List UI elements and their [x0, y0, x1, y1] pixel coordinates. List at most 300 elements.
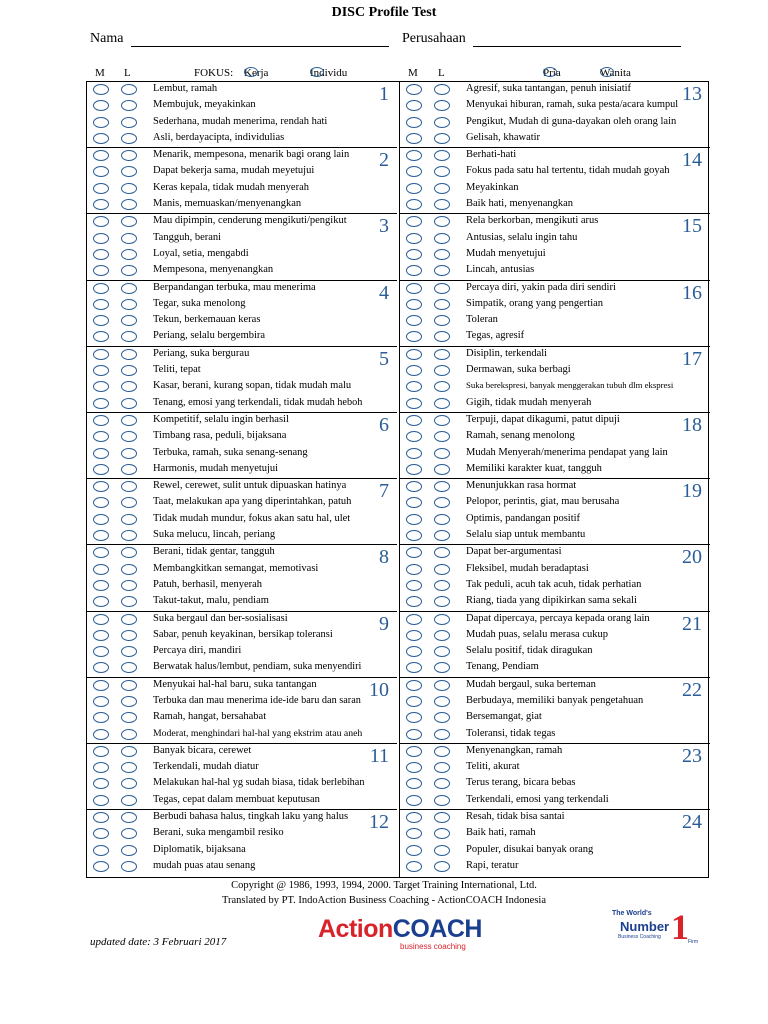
header-m: M [95, 67, 105, 79]
answer-row [87, 446, 397, 462]
answer-text: Suka berekspresi, banyak menggerakan tubuh dlm ekspresi [466, 380, 674, 391]
least-radio[interactable] [434, 183, 450, 194]
least-radio[interactable] [121, 547, 137, 558]
least-radio[interactable] [434, 712, 450, 723]
most-radio[interactable] [406, 497, 422, 508]
most-radio[interactable] [93, 431, 109, 442]
most-radio[interactable] [93, 662, 109, 673]
least-radio[interactable] [121, 216, 137, 227]
most-radio[interactable] [406, 349, 422, 360]
most-radio[interactable] [406, 249, 422, 260]
most-radio[interactable] [406, 415, 422, 426]
nama-input-line[interactable] [131, 32, 389, 47]
least-radio[interactable] [434, 630, 450, 641]
most-radio[interactable] [93, 150, 109, 161]
least-radio[interactable] [121, 381, 137, 392]
least-radio[interactable] [121, 845, 137, 856]
most-radio[interactable] [406, 630, 422, 641]
least-radio[interactable] [434, 481, 450, 492]
least-radio[interactable] [121, 249, 137, 260]
question-block [87, 744, 397, 810]
least-radio[interactable] [434, 762, 450, 773]
least-radio[interactable] [434, 464, 450, 475]
least-radio[interactable] [434, 514, 450, 525]
least-radio[interactable] [121, 299, 137, 310]
most-radio[interactable] [93, 778, 109, 789]
answer-text: Dapat ber-argumentasi [466, 546, 562, 558]
most-radio[interactable] [93, 265, 109, 276]
least-radio[interactable] [121, 398, 137, 409]
answer-row [87, 181, 397, 197]
block-number: 21 [682, 612, 702, 635]
answer-text: Terus terang, bicara bebas [466, 777, 576, 789]
most-radio[interactable] [93, 249, 109, 260]
most-radio[interactable] [406, 381, 422, 392]
most-radio[interactable] [406, 84, 422, 95]
answer-text: Melakukan hal-hal yg sudah biasa, tidak berlebihan [153, 777, 365, 789]
most-radio[interactable] [93, 514, 109, 525]
most-radio[interactable] [406, 448, 422, 459]
block-number: 12 [369, 811, 389, 834]
answer-text: Membujuk, meyakinkan [153, 99, 256, 111]
least-radio[interactable] [121, 233, 137, 244]
answer-text: Toleran [466, 314, 498, 326]
least-radio[interactable] [434, 315, 450, 326]
answer-text: Fleksibel, mudah beradaptasi [466, 562, 589, 574]
most-radio[interactable] [406, 547, 422, 558]
answer-row [87, 82, 397, 98]
least-radio[interactable] [434, 680, 450, 691]
most-radio[interactable] [93, 415, 109, 426]
answer-text: Patuh, berhasil, menyerah [153, 578, 263, 590]
least-radio[interactable] [121, 646, 137, 657]
most-radio[interactable] [93, 646, 109, 657]
answer-row [400, 793, 710, 809]
most-radio[interactable] [93, 762, 109, 773]
answer-text: Mau dipimpin, cenderung mengikuti/pengikut [153, 215, 347, 227]
least-radio[interactable] [121, 133, 137, 144]
least-radio[interactable] [434, 646, 450, 657]
block-number: 8 [379, 546, 389, 569]
block-number: 3 [379, 215, 389, 238]
most-radio[interactable] [406, 729, 422, 740]
answer-text: Simpatik, orang yang pengertian [466, 297, 604, 309]
most-radio[interactable] [406, 398, 422, 409]
most-radio[interactable] [93, 596, 109, 607]
least-radio[interactable] [434, 299, 450, 310]
answer-text: Berani, suka mengambil resiko [153, 827, 284, 839]
most-radio[interactable] [93, 84, 109, 95]
most-radio[interactable] [406, 299, 422, 310]
most-radio[interactable] [93, 712, 109, 723]
answer-text: Menyenangkan, ramah [466, 744, 563, 756]
block-number: 2 [379, 149, 389, 172]
most-radio[interactable] [406, 514, 422, 525]
answer-row [87, 479, 397, 495]
answer-text: Rewel, cerewet, sulit untuk dipuaskan hatinya [153, 480, 347, 492]
most-radio[interactable] [406, 233, 422, 244]
most-radio[interactable] [406, 646, 422, 657]
most-radio[interactable] [93, 614, 109, 625]
least-radio[interactable] [121, 431, 137, 442]
wanita-radio[interactable] [600, 67, 614, 77]
most-radio[interactable] [93, 464, 109, 475]
least-radio[interactable] [121, 712, 137, 723]
answer-text: Populer, disukai banyak orang [466, 843, 594, 855]
least-radio[interactable] [121, 199, 137, 210]
most-radio[interactable] [406, 530, 422, 541]
header-fokus: FOKUS: [194, 67, 234, 79]
answer-text: Harmonis, mudah menyetujui [153, 462, 279, 474]
least-radio[interactable] [121, 166, 137, 177]
least-radio[interactable] [434, 596, 450, 607]
pria-radio[interactable] [543, 67, 557, 77]
answer-row [87, 528, 397, 544]
question-block [400, 281, 710, 347]
least-radio[interactable] [434, 580, 450, 591]
most-radio[interactable] [406, 315, 422, 326]
most-radio[interactable] [93, 133, 109, 144]
most-radio[interactable] [406, 762, 422, 773]
most-radio[interactable] [406, 150, 422, 161]
most-radio[interactable] [93, 183, 109, 194]
least-radio[interactable] [121, 497, 137, 508]
answer-row [87, 313, 397, 329]
least-radio[interactable] [121, 349, 137, 360]
answer-row [87, 148, 397, 164]
least-radio[interactable] [434, 166, 450, 177]
answer-text: Berani, tidak gentar, tangguh [153, 546, 275, 558]
most-radio[interactable] [406, 680, 422, 691]
nama-label: Nama [90, 31, 124, 46]
most-radio[interactable] [93, 398, 109, 409]
least-radio[interactable] [434, 233, 450, 244]
most-radio[interactable] [406, 596, 422, 607]
answer-row [400, 710, 710, 726]
least-radio[interactable] [434, 84, 450, 95]
question-block [400, 810, 710, 876]
answer-text: Suka melucu, lincah, periang [153, 529, 276, 541]
block-number: 10 [369, 678, 389, 701]
answer-row [87, 545, 397, 561]
least-radio[interactable] [434, 249, 450, 260]
most-radio[interactable] [93, 216, 109, 227]
most-radio[interactable] [93, 696, 109, 707]
answer-row [400, 329, 710, 345]
answer-text: Optimis, pandangan positif [466, 512, 581, 524]
most-radio[interactable] [406, 365, 422, 376]
answer-row [87, 197, 397, 213]
question-block [400, 612, 710, 678]
most-radio[interactable] [93, 530, 109, 541]
most-radio[interactable] [93, 845, 109, 856]
most-radio[interactable] [93, 795, 109, 806]
most-radio[interactable] [406, 712, 422, 723]
most-radio[interactable] [406, 100, 422, 111]
least-radio[interactable] [434, 349, 450, 360]
answer-text: Baik hati, menyenangkan [466, 198, 574, 210]
least-radio[interactable] [434, 431, 450, 442]
least-radio[interactable] [434, 133, 450, 144]
most-radio[interactable] [93, 630, 109, 641]
answer-row [400, 479, 710, 495]
most-radio[interactable] [93, 166, 109, 177]
most-radio[interactable] [406, 845, 422, 856]
answer-row [400, 281, 710, 297]
least-radio[interactable] [434, 778, 450, 789]
individu-radio[interactable] [310, 67, 324, 77]
least-radio[interactable] [121, 861, 137, 872]
most-radio[interactable] [93, 746, 109, 757]
most-radio[interactable] [93, 315, 109, 326]
most-radio[interactable] [406, 117, 422, 128]
most-radio[interactable] [93, 100, 109, 111]
least-radio[interactable] [121, 331, 137, 342]
answer-text: Mudah menyetujui [466, 247, 546, 259]
most-radio[interactable] [406, 464, 422, 475]
answer-text: Loyal, setia, mengabdi [153, 247, 249, 259]
question-block [400, 545, 710, 611]
answer-row [87, 727, 397, 743]
block-number: 24 [682, 811, 702, 834]
block-number: 4 [379, 281, 389, 304]
header-m2: M [408, 67, 418, 79]
least-radio[interactable] [434, 795, 450, 806]
most-radio[interactable] [406, 564, 422, 575]
actioncoach-logo [318, 915, 482, 951]
least-radio[interactable] [434, 547, 450, 558]
answer-row [400, 612, 710, 628]
least-radio[interactable] [434, 614, 450, 625]
most-radio[interactable] [93, 547, 109, 558]
least-radio[interactable] [121, 580, 137, 591]
least-radio[interactable] [121, 596, 137, 607]
least-radio[interactable] [434, 283, 450, 294]
least-radio[interactable] [121, 662, 137, 673]
least-radio[interactable] [121, 183, 137, 194]
least-radio[interactable] [121, 614, 137, 625]
least-radio[interactable] [121, 729, 137, 740]
answer-row [400, 164, 710, 180]
answer-text: Periang, selalu bergembira [153, 330, 266, 342]
perusahaan-input-line[interactable] [473, 32, 681, 47]
least-radio[interactable] [434, 415, 450, 426]
disc-grid [86, 81, 709, 878]
most-radio[interactable] [406, 746, 422, 757]
answer-text: Mudah puas, selalu merasa cukup [466, 628, 609, 640]
least-radio[interactable] [121, 365, 137, 376]
least-radio[interactable] [121, 283, 137, 294]
least-radio[interactable] [121, 564, 137, 575]
answer-row [87, 562, 397, 578]
least-radio[interactable] [434, 845, 450, 856]
least-radio[interactable] [434, 746, 450, 757]
most-radio[interactable] [93, 233, 109, 244]
answer-row [87, 826, 397, 842]
answer-row [87, 413, 397, 429]
most-radio[interactable] [406, 828, 422, 839]
least-radio[interactable] [121, 464, 137, 475]
answer-row [400, 347, 710, 363]
most-radio[interactable] [93, 812, 109, 823]
block-number: 22 [682, 678, 702, 701]
least-radio[interactable] [434, 564, 450, 575]
most-radio[interactable] [406, 431, 422, 442]
block-number: 7 [379, 480, 389, 503]
most-radio[interactable] [406, 795, 422, 806]
least-radio[interactable] [434, 812, 450, 823]
least-radio[interactable] [121, 448, 137, 459]
least-radio[interactable] [434, 448, 450, 459]
most-radio[interactable] [406, 614, 422, 625]
most-radio[interactable] [93, 365, 109, 376]
least-radio[interactable] [434, 117, 450, 128]
most-radio[interactable] [93, 580, 109, 591]
least-radio[interactable] [434, 497, 450, 508]
answer-text: mudah puas atau senang [153, 859, 256, 871]
least-radio[interactable] [121, 680, 137, 691]
most-radio[interactable] [406, 283, 422, 294]
least-radio[interactable] [121, 265, 137, 276]
answer-row [400, 363, 710, 379]
least-radio[interactable] [121, 630, 137, 641]
answer-text: Riang, tiada yang dipikirkan sama sekali [466, 595, 637, 607]
answer-row [400, 214, 710, 230]
least-radio[interactable] [121, 481, 137, 492]
most-radio[interactable] [93, 448, 109, 459]
answer-text: Tenang, Pendiam [466, 661, 539, 673]
most-radio[interactable] [406, 812, 422, 823]
answer-text: Disiplin, terkendali [466, 347, 548, 359]
most-radio[interactable] [406, 183, 422, 194]
answer-row [400, 843, 710, 859]
least-radio[interactable] [121, 150, 137, 161]
least-radio[interactable] [121, 415, 137, 426]
most-radio[interactable] [406, 216, 422, 227]
most-radio[interactable] [406, 778, 422, 789]
least-radio[interactable] [434, 100, 450, 111]
most-radio[interactable] [93, 349, 109, 360]
most-radio[interactable] [93, 331, 109, 342]
most-radio[interactable] [406, 199, 422, 210]
most-radio[interactable] [93, 680, 109, 691]
most-radio[interactable] [406, 696, 422, 707]
most-radio[interactable] [93, 117, 109, 128]
least-radio[interactable] [434, 662, 450, 673]
block-number: 16 [682, 281, 702, 304]
most-radio[interactable] [93, 299, 109, 310]
least-radio[interactable] [434, 199, 450, 210]
least-radio[interactable] [434, 265, 450, 276]
least-radio[interactable] [121, 828, 137, 839]
least-radio[interactable] [121, 315, 137, 326]
answer-row [87, 710, 397, 726]
answer-row [400, 545, 710, 561]
answer-row [87, 660, 397, 676]
answer-row [87, 810, 397, 826]
least-radio[interactable] [434, 828, 450, 839]
answer-row [87, 594, 397, 610]
answer-row [87, 495, 397, 511]
least-radio[interactable] [121, 762, 137, 773]
least-radio[interactable] [434, 696, 450, 707]
most-radio[interactable] [93, 381, 109, 392]
answer-row [400, 776, 710, 792]
answer-row [400, 628, 710, 644]
most-radio[interactable] [406, 481, 422, 492]
least-radio[interactable] [121, 795, 137, 806]
least-radio[interactable] [434, 729, 450, 740]
answer-text: Taat, melakukan apa yang diperintahkan, patuh [153, 496, 352, 508]
answer-text: Dermawan, suka berbagi [466, 364, 571, 376]
least-radio[interactable] [434, 381, 450, 392]
least-radio[interactable] [434, 331, 450, 342]
kerja-radio[interactable] [244, 67, 258, 77]
answer-text: Berpandangan terbuka, mau menerima [153, 281, 316, 293]
question-block [87, 148, 397, 214]
least-radio[interactable] [121, 514, 137, 525]
least-radio[interactable] [121, 696, 137, 707]
least-radio[interactable] [434, 216, 450, 227]
most-radio[interactable] [93, 828, 109, 839]
answer-row [87, 115, 397, 131]
answer-row [87, 612, 397, 628]
least-radio[interactable] [121, 84, 137, 95]
answer-row [400, 644, 710, 660]
answer-text: Berwatak halus/lembut, pendiam, suka menyendiri [153, 661, 362, 673]
answer-text: Menyukai hal-hal baru, suka tantangan [153, 678, 317, 690]
least-radio[interactable] [434, 530, 450, 541]
most-radio[interactable] [93, 729, 109, 740]
answer-row [400, 396, 710, 412]
column-header [0, 67, 768, 81]
block-number: 1 [379, 83, 389, 105]
least-radio[interactable] [121, 812, 137, 823]
question-block [87, 545, 397, 611]
answer-text: Moderat, menghindari hal-hal yang ekstrim atau aneh [153, 727, 363, 739]
most-radio[interactable] [406, 133, 422, 144]
answer-row [400, 297, 710, 313]
least-radio[interactable] [434, 398, 450, 409]
least-radio[interactable] [434, 150, 450, 161]
answer-text: Antusias, selalu ingin tahu [466, 231, 578, 243]
answer-row [87, 462, 397, 478]
answer-row [400, 446, 710, 462]
most-radio[interactable] [93, 481, 109, 492]
most-radio[interactable] [93, 861, 109, 872]
most-radio[interactable] [406, 166, 422, 177]
least-radio[interactable] [434, 365, 450, 376]
most-radio[interactable] [406, 265, 422, 276]
most-radio[interactable] [93, 283, 109, 294]
answer-text: Asli, berdayacipta, individulias [153, 131, 285, 143]
most-radio[interactable] [406, 662, 422, 673]
most-radio[interactable] [93, 199, 109, 210]
least-radio[interactable] [121, 746, 137, 757]
least-radio[interactable] [121, 530, 137, 541]
most-radio[interactable] [406, 331, 422, 342]
least-radio[interactable] [121, 117, 137, 128]
least-radio[interactable] [121, 100, 137, 111]
block-number: 20 [682, 546, 702, 569]
most-radio[interactable] [406, 580, 422, 591]
least-radio[interactable] [434, 861, 450, 872]
answer-text: Selalu siap untuk membantu [466, 529, 586, 541]
most-radio[interactable] [406, 861, 422, 872]
most-radio[interactable] [93, 497, 109, 508]
least-radio[interactable] [121, 778, 137, 789]
most-radio[interactable] [93, 564, 109, 575]
